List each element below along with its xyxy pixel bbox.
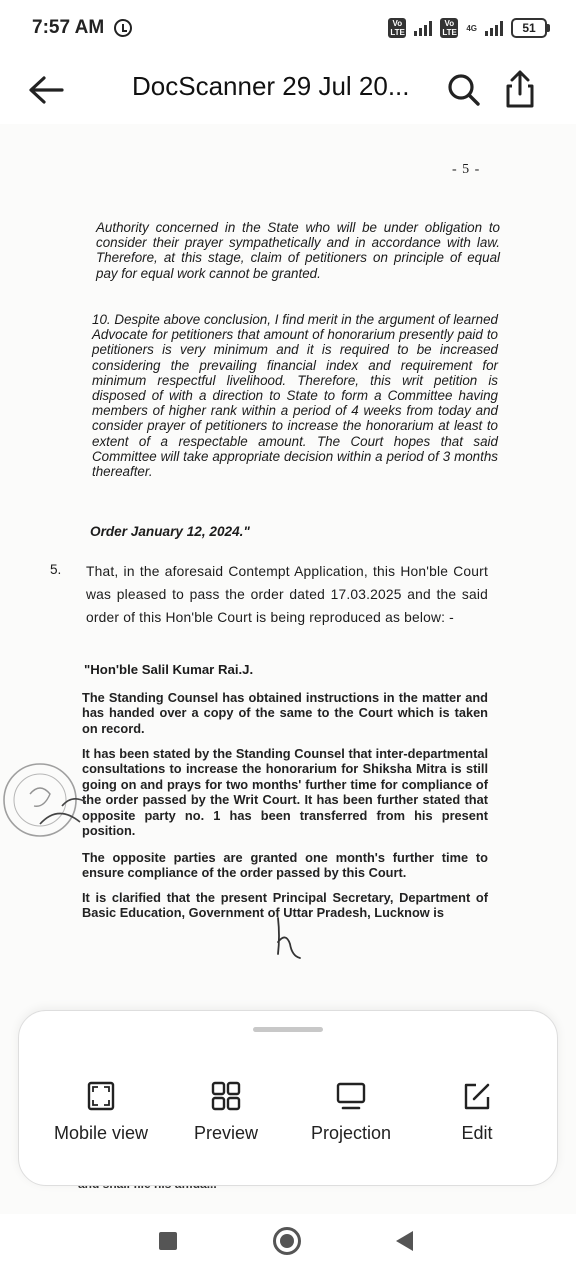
preview-button[interactable]	[189, 1081, 263, 1144]
order-paragraph-3: The opposite parties are granted one month's further time to ensure compliance of the order passed by this Court.	[82, 850, 488, 881]
court-seal-stamp	[0, 744, 92, 856]
projection-button[interactable]	[305, 1081, 397, 1144]
projection-label: Projection	[310, 1123, 392, 1143]
arrow-left-icon	[24, 70, 68, 110]
quoted-paragraph-2: 10. Despite above conclusion, I find merit in the argument of learned Advocate for petitioners that amount of honorarium presently paid to petitioners is very minimum and it is required to be increased considering the prevailing financial index and requirement for minimum respectful livelihood. Therefore, this writ petition is disposed of with a direction to State to form a Committee having members of higher rank within a period of 4 weeks from today and consider prayer of petitioners to increase the honorarium at least to extent of a respectable amount. The Court hopes that said Committee will take appropriate decision within a period of 3 months thereafter.	[92, 312, 498, 480]
status-time: 7:57 AM	[32, 17, 105, 38]
monitor-icon	[336, 1081, 366, 1111]
recents-square-icon[interactable]	[159, 1232, 177, 1250]
network-type: 4G	[466, 23, 477, 33]
volte-badge: Vo LTE	[390, 19, 405, 37]
order-heading: "Hon'ble Salil Kumar Rai.J.	[84, 662, 254, 677]
alarm-icon	[114, 19, 132, 37]
search-icon	[444, 70, 484, 110]
volte-badge-2: Vo LTE	[442, 19, 457, 37]
edit-button[interactable]	[449, 1081, 505, 1144]
status-bar	[0, 0, 576, 56]
grid-icon	[211, 1081, 241, 1111]
view-options-sheet	[18, 1010, 558, 1186]
order-paragraph-4: It is clarified that the present Principal Secretary, Department of Basic Education, Government of Uttar Pradesh, Lucknow is	[82, 890, 488, 921]
home-circle-icon[interactable]	[273, 1227, 301, 1255]
page-number: - 5 -	[452, 162, 481, 177]
share-icon	[500, 68, 540, 110]
mobile-view-button[interactable]	[49, 1081, 153, 1144]
share-button[interactable]	[500, 68, 540, 110]
signal-icon-2	[485, 20, 503, 36]
order-paragraph-2: It has been stated by the Standing Counsel that inter-departmental consultations to increase the honorarium for Shiksha Mitra is still going on and prays for two months' further time for compliance of the order passed by the Writ Court. It has been further stated that opposite party no. 1 has been transferred from his present position.	[82, 746, 488, 839]
search-button[interactable]	[444, 70, 484, 110]
signature-mark	[268, 914, 308, 962]
order-paragraph-1: The Standing Counsel has obtained instructions in the matter and has handed over a copy of the same to the Court which is taken on record.	[82, 690, 488, 736]
preview-label: Preview	[193, 1123, 259, 1143]
edit-pencil-icon	[462, 1081, 492, 1111]
order-date: Order January 12, 2024."	[90, 524, 250, 539]
app-bar	[0, 56, 576, 124]
paragraph-5: That, in the aforesaid Contempt Application, this Hon'ble Court was pleased to pass the order dated 17.03.2025 and the said order of this Hon'ble Court is being reproduced as below: -	[86, 564, 488, 625]
quoted-paragraph-1: Authority concerned in the State who will be under obligation to consider their prayer sympathetically and in accordance with law. Therefore, at this stage, claim of petitioners on principle of equal pay for equal work cannot be granted.	[96, 220, 500, 281]
paragraph-number: 5.	[50, 562, 62, 577]
battery-level: 51	[511, 18, 547, 38]
back-triangle-icon[interactable]	[396, 1231, 413, 1251]
back-button[interactable]	[24, 70, 68, 110]
fullscreen-frame-icon	[86, 1081, 116, 1111]
edit-label: Edit	[461, 1123, 493, 1143]
battery-icon	[511, 18, 550, 38]
signal-icon	[414, 20, 432, 36]
system-navigation-bar	[0, 1214, 576, 1280]
sheet-drag-handle[interactable]	[253, 1027, 323, 1032]
document-title: DocScanner 29 Jul 20...	[132, 71, 410, 101]
mobile-view-label: Mobile view	[53, 1123, 149, 1143]
